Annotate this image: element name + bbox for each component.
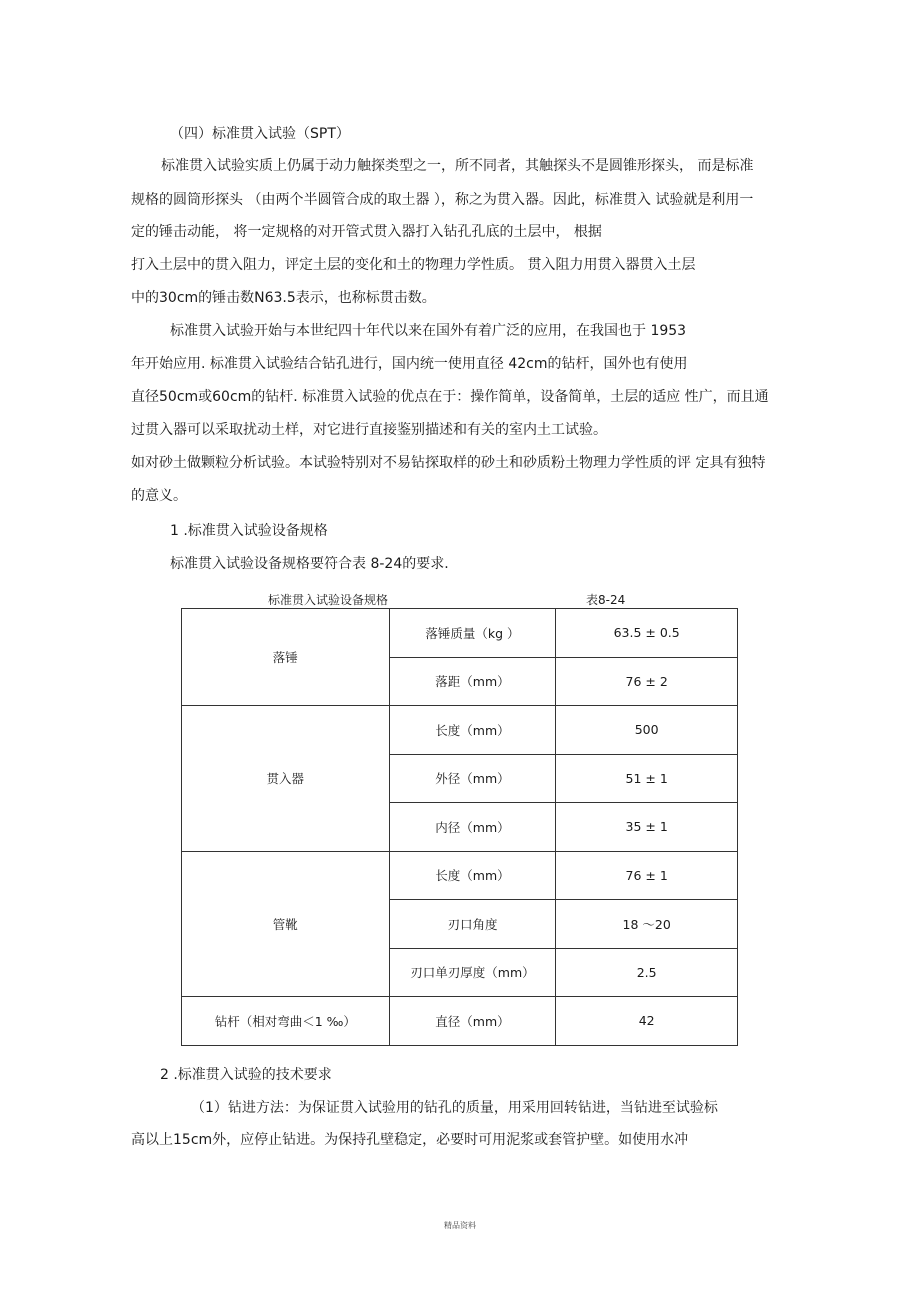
param-cell: 刃口单刃厚度（mm）: [389, 948, 556, 997]
param-cell: 长度（mm）: [389, 851, 556, 900]
paragraph-line: 的意义。: [131, 488, 187, 504]
table-number: 表8-24: [586, 593, 626, 607]
table-row: [182, 609, 738, 658]
value-cell: 35 ± 1: [556, 803, 738, 852]
table-row: [182, 706, 738, 755]
value-cell: 51 ± 1: [556, 754, 738, 803]
table-row: [182, 851, 738, 900]
param-cell: 直径（mm）: [389, 997, 556, 1046]
table-caption: 标准贯入试验设备规格: [268, 593, 389, 607]
value-cell: 76 ± 2: [556, 657, 738, 706]
group-cell: 落锤: [182, 609, 390, 706]
paragraph-line: 定的锤击动能， 将一定规格的对开管式贯入器打入钻孔孔底的土层中， 根据: [131, 224, 602, 240]
value-cell: 500: [556, 706, 738, 755]
item-1-text: 标准贯入试验设备规格要符合表 8-24的要求.: [170, 556, 449, 572]
paragraph-line: 过贯入器可以采取扰动土样，对它进行直接鉴别描述和有关的室内土工试验。: [131, 422, 607, 438]
paragraph-line: 标准贯入试验开始与本世纪四十年代以来在国外有着广泛的应用，在我国也于 1953: [170, 323, 687, 339]
group-cell: 管靴: [182, 851, 390, 997]
value-cell: 76 ± 1: [556, 851, 738, 900]
table-row: [182, 997, 738, 1046]
paragraph-line: 高以上15cm外，应停止钻进。为保持孔壁稳定，必要时可用泥浆或套管护壁。如使用水冲: [131, 1132, 689, 1148]
section-heading: （四）标准贯入试验（SPT）: [170, 126, 350, 142]
group-cell: 贯入器: [182, 706, 390, 852]
value-cell: 42: [556, 997, 738, 1046]
param-cell: 刃口角度: [389, 900, 556, 949]
param-cell: 落距（mm）: [389, 657, 556, 706]
group-cell: 钻杆（相对弯曲＜1 ‰）: [182, 997, 390, 1046]
paragraph-line: 打入土层中的贯入阻力，评定土层的变化和土的物理力学性质。 贯入阻力用贯入器贯入土层: [131, 257, 696, 273]
paragraph-line: 规格的圆筒形探头 （由两个半圆管合成的取土器 ），称之为贯入器。因此，标准贯入 试验就是利用一: [131, 192, 754, 208]
param-cell: 落锤质量（kg ）: [389, 609, 556, 658]
spec-table: [181, 608, 738, 1046]
item-1-heading: 1 .标准贯入试验设备规格: [170, 523, 328, 539]
param-cell: 长度（mm）: [389, 706, 556, 755]
paragraph-line: 标准贯入试验实质上仍属于动力触探类型之一，所不同者，其触探头不是圆锥形探头， 而是标准: [161, 158, 754, 174]
value-cell: 18 ～20: [556, 900, 738, 949]
page-footer: 精品资料: [444, 1221, 476, 1230]
value-cell: 2.5: [556, 948, 738, 997]
paragraph-line: 直径50cm或60cm的钻杆. 标准贯入试验的优点在于：操作简单，设备简单，土层的适应 性广，而且通: [131, 389, 769, 405]
paragraph-line: （1）钻进方法：为保证贯入试验用的钻孔的质量，用采用回转钻进，当钻进至试验标: [191, 1100, 718, 1116]
param-cell: 内径（mm）: [389, 803, 556, 852]
paragraph-line: 中的30cm的锤击数N63.5表示，也称标贯击数。: [131, 290, 436, 306]
paragraph-line: 如对砂土做颗粒分析试验。本试验特别对不易钻探取样的砂土和砂质粉土物理力学性质的评 定具有独特: [131, 455, 766, 471]
item-2-heading: 2 .标准贯入试验的技术要求: [160, 1067, 332, 1083]
param-cell: 外径（mm）: [389, 754, 556, 803]
paragraph-line: 年开始应用. 标准贯入试验结合钻孔进行，国内统一使用直径 42cm的钻杆，国外也有使用: [131, 356, 688, 372]
value-cell: 63.5 ± 0.5: [556, 609, 738, 658]
